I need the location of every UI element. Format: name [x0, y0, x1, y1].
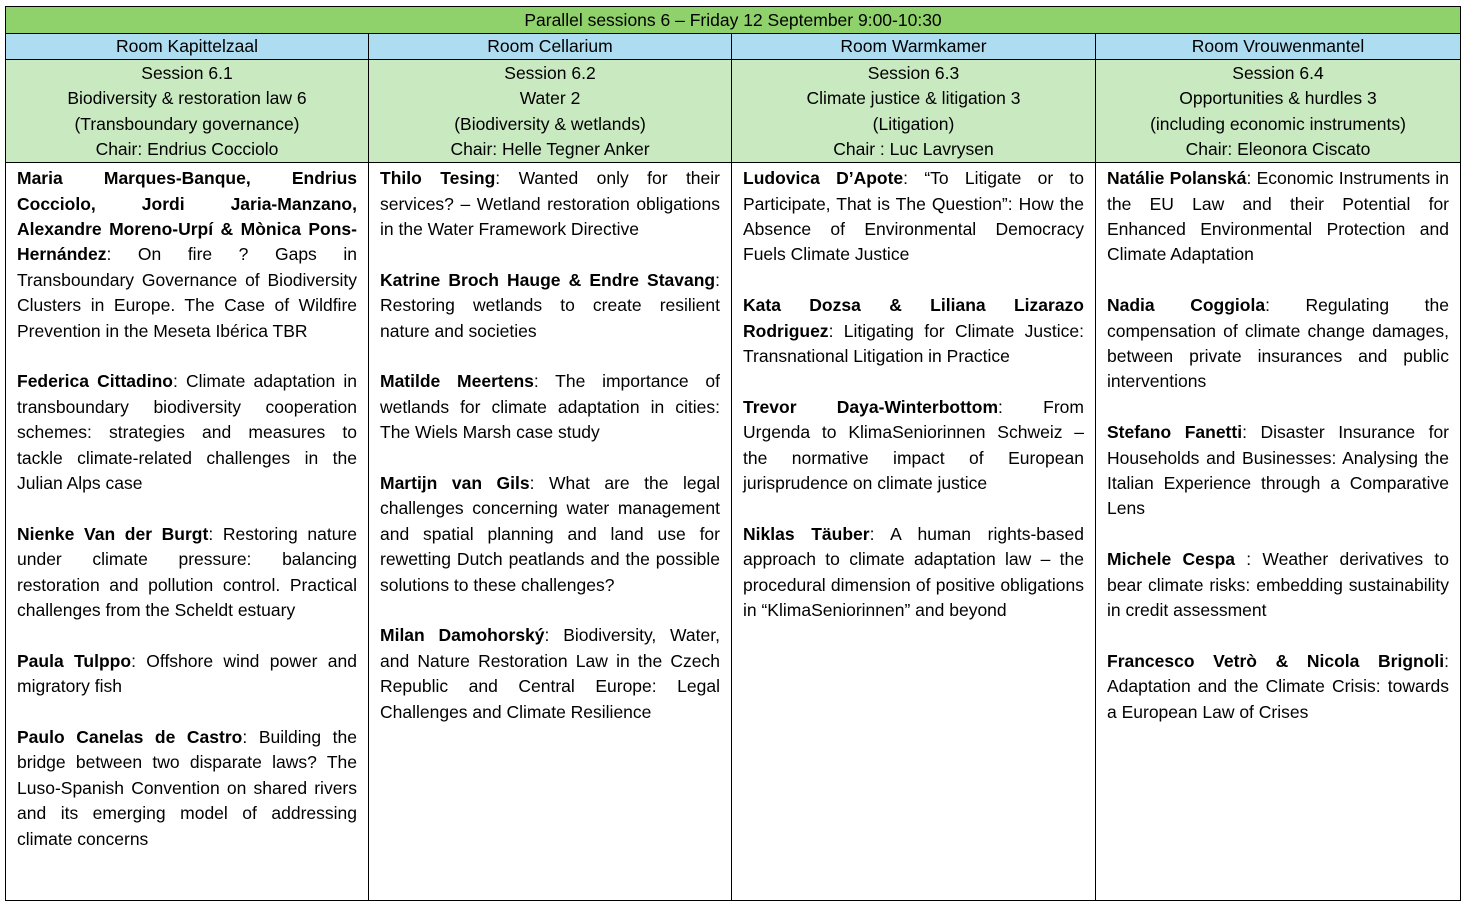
- talk-authors: Milan Damohorský: [380, 625, 545, 646]
- talk-entry: [17, 522, 357, 624]
- room-name: Room Vrouwenmantel: [1096, 34, 1461, 60]
- schedule-title: Parallel sessions 6 – Friday 12 September 9:00-10:30: [6, 7, 1461, 34]
- talk-authors: Maria Marques-Banque, Endrius Cocciolo, Jordi Jaria-Manzano, Alexandre Moreno-Urpí & Mònica Pons-Hernández: [17, 168, 357, 265]
- talk-authors: Trevor Daya-Winterbottom: [743, 396, 999, 417]
- talk-entry: [17, 649, 357, 700]
- talk-title: The importance of wetlands for climate adaptation in cities: The Wiels Marsh case study: [380, 371, 720, 443]
- talk-authors: Nienke Van der Burgt: [17, 523, 209, 544]
- talk-authors: Kata Dozsa & Liliana Lizarazo Rodriguez: [743, 295, 1084, 341]
- talk-separator: :: [131, 650, 147, 671]
- title-row: [6, 7, 1461, 34]
- session-theme: Opportunities & hurdles 3: [1179, 88, 1377, 109]
- talk-authors: Federica Cittadino: [17, 371, 173, 392]
- talk-authors: Niklas Täuber: [743, 523, 870, 544]
- talk-authors: Michele Cespa: [1107, 549, 1235, 570]
- session-header: [732, 60, 1096, 163]
- talk-separator: :: [1265, 295, 1306, 316]
- session-subtheme: (Transboundary governance): [74, 113, 300, 134]
- talk-authors: Paulo Canelas de Castro: [17, 727, 243, 748]
- talk-separator: :: [172, 371, 186, 392]
- talk-separator: :: [106, 244, 138, 265]
- talk-authors: Paula Tulppo: [17, 650, 132, 671]
- talk-title: Litigating for Climate Justice: Transnational Litigation in Practice: [743, 320, 1084, 367]
- session-number: Session 6.3: [867, 63, 960, 83]
- talk-authors: Martijn van Gils: [380, 473, 530, 494]
- talk-separator: :: [998, 396, 1044, 417]
- talk-title: Weather derivatives to bear climate risks: embedding sustainability in credit assessment: [1107, 549, 1450, 621]
- talk-entry: [380, 471, 720, 598]
- talk-separator: :: [533, 371, 556, 392]
- session-header: [6, 60, 369, 163]
- talk-separator: :: [1242, 422, 1261, 443]
- session-header: [1096, 60, 1461, 163]
- session-number: Session 6.4: [1232, 63, 1324, 83]
- talk-entry: [743, 522, 1084, 624]
- talk-separator: :: [208, 523, 223, 544]
- talk-authors: Stefano Fanetti: [1107, 422, 1243, 443]
- session-header: [369, 60, 732, 163]
- session-theme: Water 2: [519, 88, 581, 109]
- talk-separator: :: [544, 625, 564, 646]
- talk-authors: Katrine Broch Hauge & Endre Stavang: [380, 269, 716, 290]
- talk-list: [732, 163, 1096, 901]
- talk-title: Disaster Insurance for Households and Businesses: Analysing the Italian Experience through a Comparative Lens: [1107, 422, 1450, 519]
- talk-authors: Nadia Coggiola: [1107, 295, 1266, 316]
- talk-separator: :: [869, 523, 891, 544]
- schedule-table: [5, 6, 1461, 901]
- talk-entry: [380, 166, 720, 242]
- talk-authors: Thilo Tesing: [380, 168, 496, 189]
- session-number: Session 6.1: [141, 63, 233, 83]
- talk-authors: Matilde Meertens: [380, 371, 534, 392]
- talk-entry: [743, 395, 1084, 497]
- talk-entry: [1107, 420, 1449, 522]
- talk-list: [369, 163, 732, 901]
- talk-entry: [380, 369, 720, 445]
- talk-row: [6, 163, 1461, 901]
- session-chair: Chair: Helle Tegner Anker: [450, 138, 650, 159]
- talk-entry: [1107, 293, 1449, 395]
- talk-authors: Natálie Polanská: [1107, 168, 1247, 189]
- talk-entry: [1107, 166, 1449, 268]
- talk-separator: :: [715, 269, 720, 290]
- talk-entry: [1107, 547, 1449, 623]
- talk-entry: [17, 166, 357, 344]
- talk-separator: :: [1444, 650, 1450, 671]
- talk-separator: :: [828, 320, 844, 341]
- session-subtheme: (Litigation): [872, 113, 955, 134]
- talk-title: Restoring nature under climate pressure: balancing restoration and pollution control. Practical challenges from the Scheldt estuary: [17, 523, 357, 621]
- talk-entry: [743, 166, 1084, 268]
- talk-title: Climate adaptation in transboundary biodiversity cooperation schemes: strategies and measures to tackle climate-related challenges in the Julian Alps case: [17, 371, 357, 494]
- talk-title: Adaptation and the Climate Crisis: towards a European Law of Crises: [1107, 676, 1450, 722]
- schedule-sheet: [5, 6, 1460, 901]
- talk-entry: [743, 293, 1084, 369]
- talk-list: [1096, 163, 1461, 901]
- session-row: [6, 60, 1461, 163]
- room-name: Room Warmkamer: [732, 34, 1096, 60]
- talk-entry: [17, 369, 357, 496]
- talk-separator: :: [242, 727, 259, 748]
- session-theme: Climate justice & litigation 3: [806, 88, 1021, 109]
- talk-title: Offshore wind power and migratory fish: [17, 650, 357, 697]
- room-row: [6, 34, 1461, 60]
- session-subtheme: (Biodiversity & wetlands): [454, 113, 646, 134]
- talk-list: [6, 163, 369, 901]
- room-name: Room Cellarium: [369, 34, 732, 60]
- talk-separator: :: [1235, 549, 1263, 570]
- talk-title: Wanted only for their services? – Wetland restoration obligations in the Water Framework Directive: [380, 168, 720, 239]
- talk-separator: :: [1246, 168, 1257, 189]
- talk-entry: [17, 725, 357, 852]
- talk-title: Restoring wetlands to create resilient nature and societies: [380, 295, 720, 341]
- talk-entry: [380, 623, 720, 725]
- talk-title: On fire ? Gaps in Transboundary Governance of Biodiversity Clusters in Europe. The Case of Wildfire Prevention in the Meseta Ibérica TBR: [17, 244, 357, 341]
- talk-separator: :: [495, 168, 519, 189]
- talk-title: Regulating the compensation of climate change damages, between private insurances and public interventions: [1107, 295, 1450, 392]
- talk-title: Biodiversity, Water, and Nature Restoration Law in the Czech Republic and Central Europe: Legal Challenges and Climate Resilience: [380, 625, 720, 722]
- talk-title: “To Litigate or to Participate, That is The Question”: How the Absence of Environmental Democracy Fuels Climate Justice: [743, 168, 1085, 265]
- session-subtheme: (including economic instruments): [1150, 113, 1406, 134]
- talk-authors: Francesco Vetrò & Nicola Brignoli: [1107, 650, 1445, 671]
- talk-entry: [380, 268, 720, 344]
- talk-title: What are the legal challenges concerning water management and spatial planning and land use for rewetting Dutch peatlands and the possible solutions to these challenges?: [380, 473, 721, 595]
- talk-title: A human rights-based approach to climate adaptation law – the procedural dimension of positive obligations in “KlimaSeniorinnen” and beyond: [743, 523, 1084, 621]
- talk-title: Building the bridge between two disparate laws? The Luso-Spanish Convention on shared rivers and its emerging model of addressing climate concerns: [17, 727, 357, 849]
- session-chair: Chair : Luc Lavrysen: [833, 138, 994, 159]
- session-chair: Chair: Eleonora Ciscato: [1185, 138, 1371, 159]
- session-chair: Chair: Endrius Cocciolo: [95, 138, 279, 159]
- talk-separator: :: [903, 168, 925, 189]
- session-theme: Biodiversity & restoration law 6: [67, 88, 307, 109]
- talk-separator: :: [529, 473, 550, 494]
- room-name: Room Kapittelzaal: [6, 34, 369, 60]
- talk-title: From Urgenda to KlimaSeniorinnen Schweiz – the normative impact of European jurisprudence on climate justice: [743, 396, 1084, 494]
- talk-entry: [1107, 649, 1449, 725]
- talk-title: Economic Instruments in the EU Law and their Potential for Enhanced Environmental Protection and Climate Adaptation: [1107, 168, 1450, 265]
- session-number: Session 6.2: [504, 63, 596, 83]
- talk-authors: Ludovica D’Apote: [743, 168, 904, 189]
